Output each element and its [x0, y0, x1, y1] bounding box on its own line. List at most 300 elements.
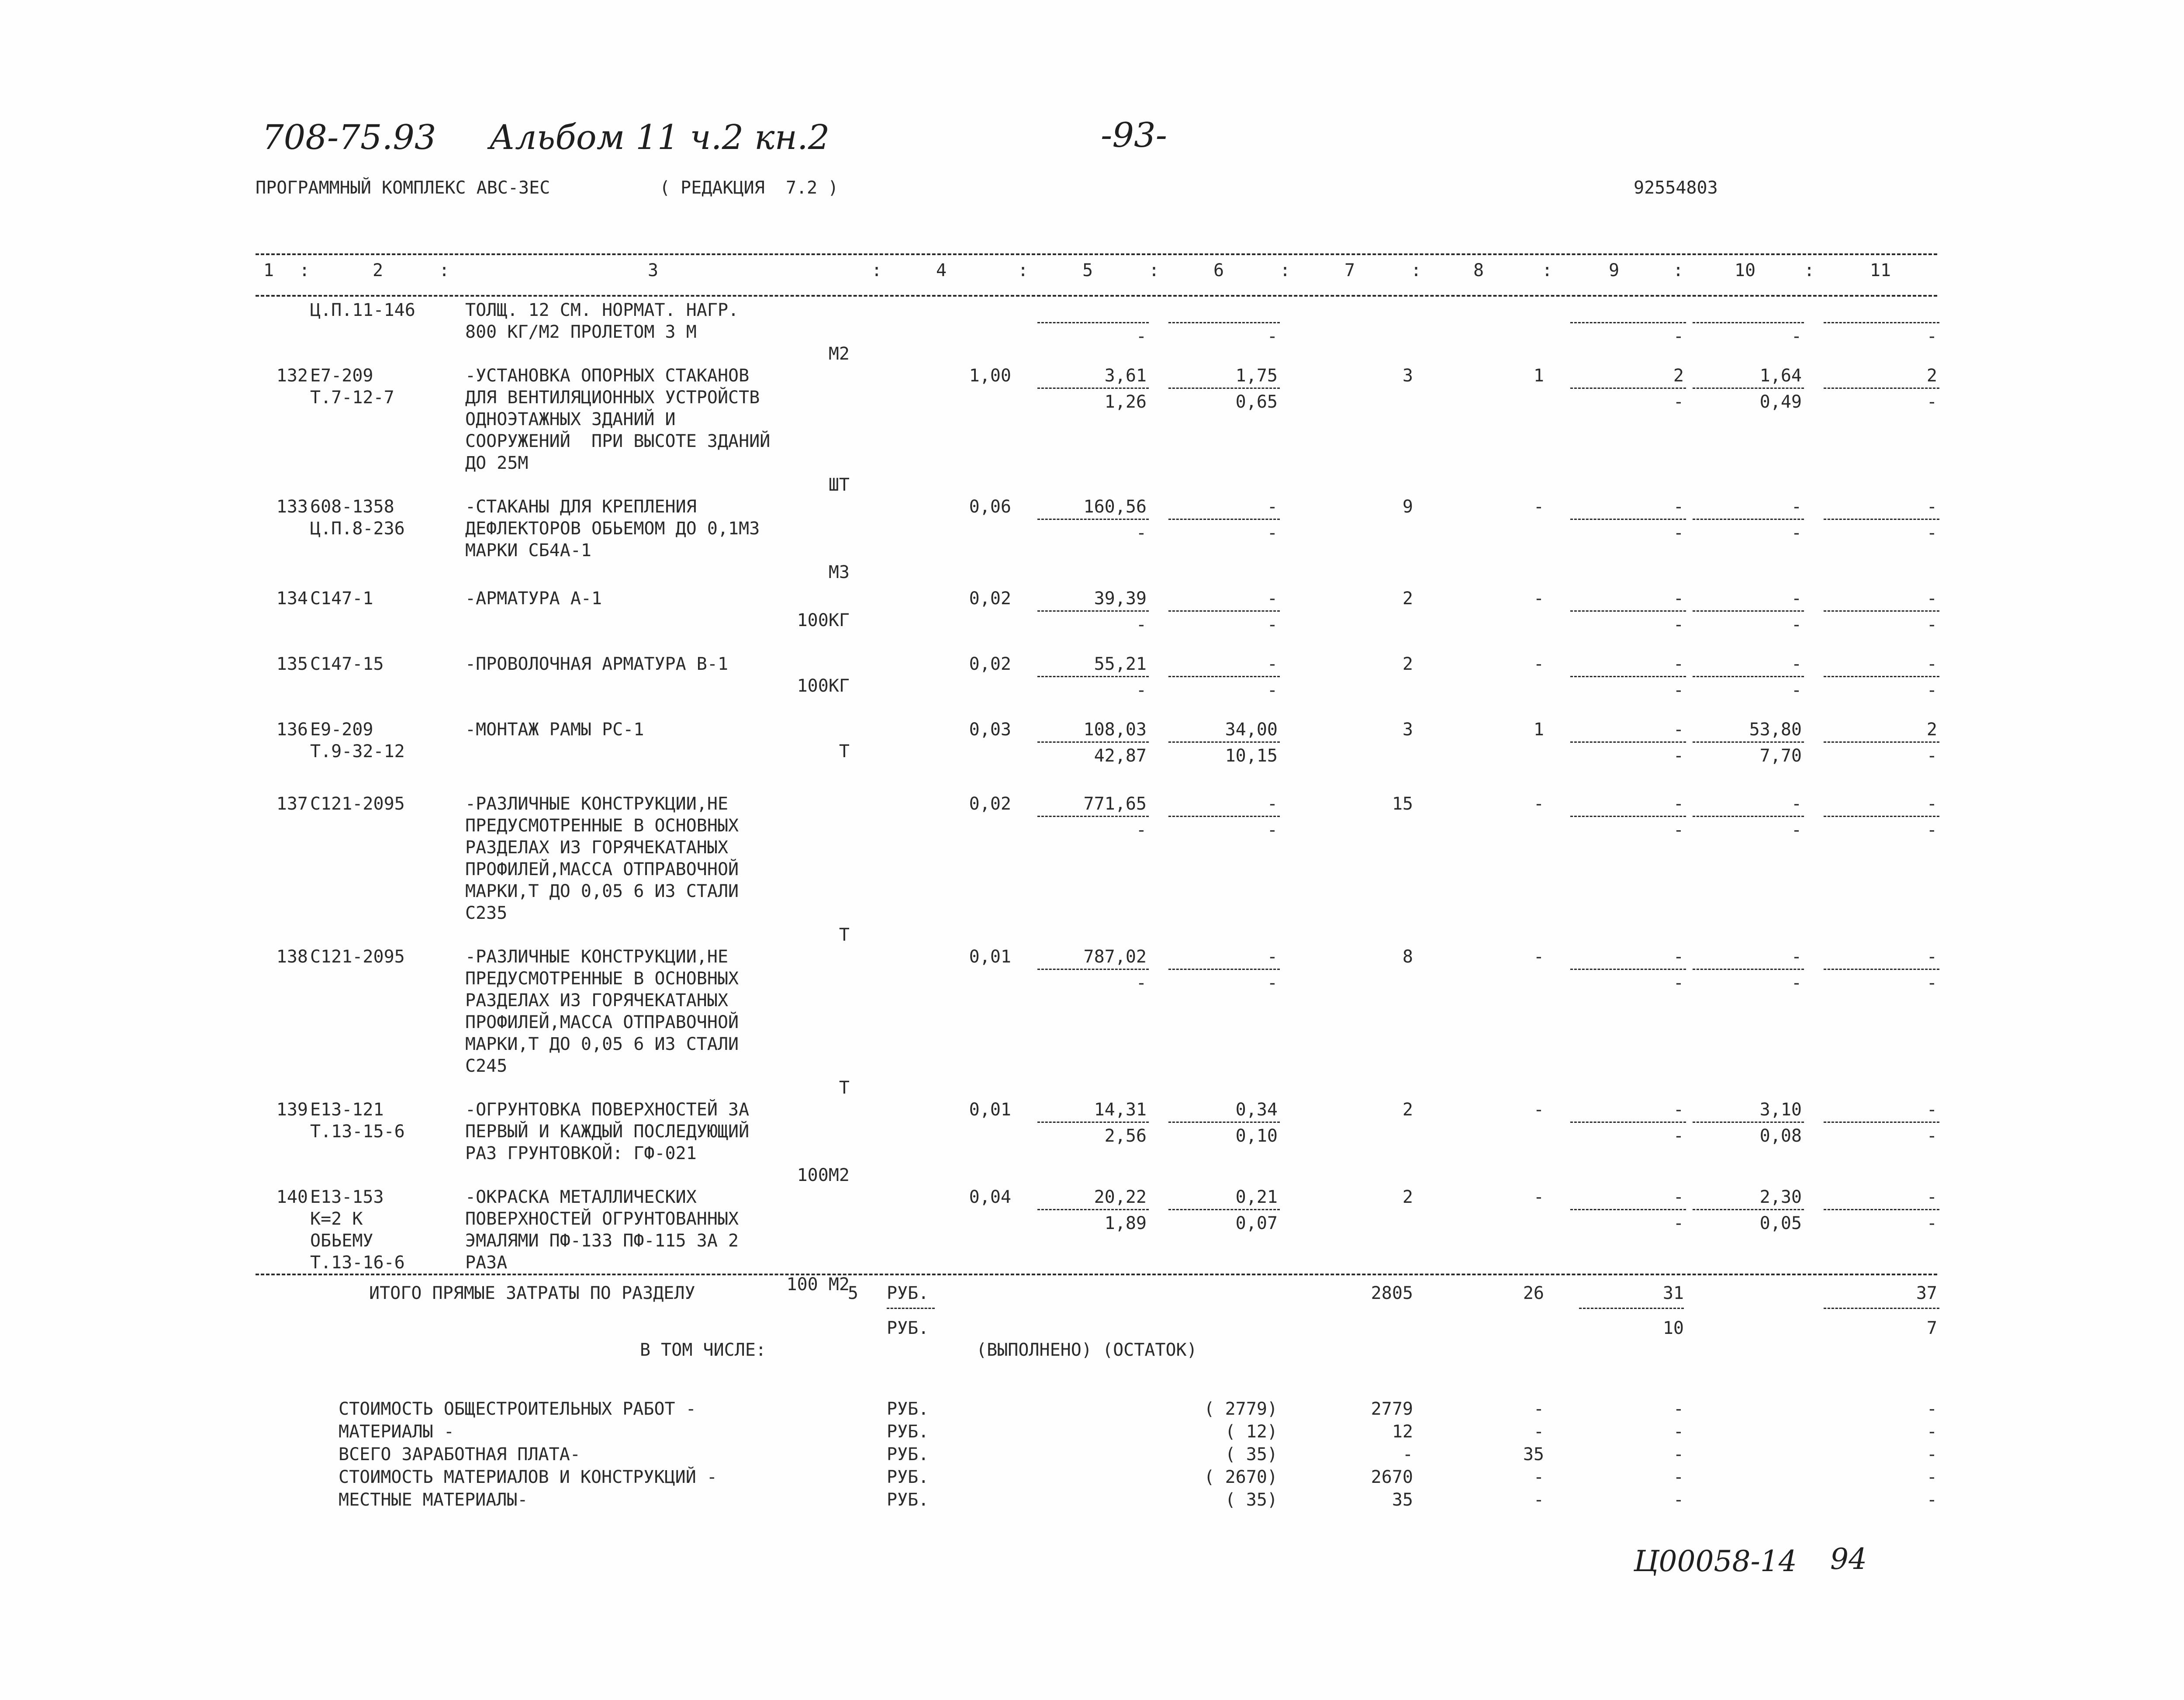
machine-cost-top: - [1673, 720, 1684, 740]
quantity: 0,06 [969, 497, 1011, 517]
column-separator: : [1411, 260, 1422, 280]
breakdown-total: - [1926, 1422, 1937, 1442]
machine-cost-top: - [1673, 589, 1684, 609]
cell-divider-line [1824, 610, 1939, 612]
work-description: РАЗА [465, 1253, 508, 1273]
work-description: ЭМАЛЯМИ ПФ-133 ПФ-115 ЗА 2 [465, 1231, 739, 1251]
work-description: ОДНОЭТАЖНЫХ ЗДАНИЙ И [465, 409, 676, 429]
total-machine-top: - [1926, 497, 1937, 517]
price-code: Т.13-15-6 [310, 1122, 405, 1142]
total-machine-top: - [1926, 947, 1937, 967]
machine-labor-top: 3,10 [1759, 1100, 1802, 1120]
row-number: 133 [276, 497, 308, 517]
price-code: Е13-121 [310, 1100, 384, 1120]
unit-cost-bottom: 2,56 [1104, 1126, 1147, 1146]
machine-labor-bottom: 7,70 [1759, 746, 1802, 766]
price-code: С121-2095 [310, 794, 405, 814]
breakdown-unit: РУБ. [887, 1399, 929, 1419]
album-title: Альбом 11 ч.2 кн.2 [489, 118, 830, 157]
cell-divider-line [1168, 1122, 1280, 1123]
totals-all-top: 37 [1916, 1283, 1937, 1303]
labor-cost-bottom: 0,10 [1235, 1126, 1278, 1146]
cell-divider-line [1693, 1209, 1804, 1210]
row-number: 140 [276, 1187, 308, 1207]
totals-all-bottom: 7 [1926, 1318, 1937, 1338]
breakdown-unit: РУБ. [887, 1490, 929, 1510]
cell-divider-line [1037, 610, 1149, 612]
total-labor: - [1533, 589, 1544, 609]
price-code: 608-1358 [310, 497, 394, 517]
totals-machine-bottom: 10 [1662, 1318, 1684, 1338]
machine-labor-bottom: 0,05 [1759, 1213, 1802, 1233]
archive-stamp: Ц00058-14 [1634, 1544, 1797, 1578]
price-code: Е13-153 [310, 1187, 384, 1207]
total-cost: 9 [1402, 497, 1413, 517]
row-number: 139 [276, 1100, 308, 1120]
labor-cost-top: 0,21 [1235, 1187, 1278, 1207]
column-header-7: 7 [1344, 260, 1355, 280]
machine-cost-bottom: - [1673, 973, 1684, 993]
program-edition: ( РЕДАКЦИЯ 7.2 ) [660, 178, 839, 198]
cell-divider-line [1693, 322, 1804, 323]
work-description: С235 [465, 903, 508, 923]
total-machine-top: - [1926, 589, 1937, 609]
measure-unit: Т [839, 1078, 850, 1098]
cell-divider-line [1579, 1308, 1684, 1309]
work-description: С245 [465, 1056, 508, 1076]
total-machine-top: 2 [1926, 366, 1937, 386]
cell-divider-line [1037, 1122, 1149, 1123]
cell-divider-line [1168, 816, 1280, 817]
cell-divider-line [1168, 676, 1280, 677]
cell-divider-line [1570, 741, 1686, 743]
column-separator: : [1280, 260, 1291, 280]
breakdown-label: СТОИМОСТЬ ОБЩЕСТРОИТЕЛЬНЫХ РАБОТ - [339, 1399, 696, 1419]
total-machine-bottom: - [1926, 820, 1937, 840]
total-cost: 2 [1402, 654, 1413, 674]
cell-divider-line [1168, 322, 1280, 323]
labor-cost-top: 34,00 [1225, 720, 1278, 740]
work-description: МАРКИ,Т ДО 0,05 6 ИЗ СТАЛИ [465, 1034, 739, 1054]
total-labor: - [1533, 1187, 1544, 1207]
measure-unit: 100КГ [797, 676, 850, 696]
machine-labor-bottom: - [1791, 326, 1802, 346]
row-number: 137 [276, 794, 308, 814]
breakdown-label: МЕСТНЫЕ МАТЕРИАЛЫ- [339, 1490, 528, 1510]
unit-cost-top: 3,61 [1104, 366, 1147, 386]
machine-cost-bottom: - [1673, 680, 1684, 700]
machine-labor-top: - [1791, 497, 1802, 517]
cell-divider-line [1570, 322, 1686, 323]
price-code: Ц.П.11-146 [310, 300, 415, 320]
machine-labor-bottom: - [1791, 820, 1802, 840]
total-cost: 15 [1392, 794, 1413, 814]
unit-cost-bottom: 1,26 [1104, 392, 1147, 412]
breakdown-labor: - [1533, 1467, 1544, 1487]
quantity: 0,02 [969, 794, 1011, 814]
machine-cost-top: - [1673, 794, 1684, 814]
total-machine-top: - [1926, 794, 1937, 814]
machine-labor-bottom: - [1791, 523, 1802, 543]
column-header-2: 2 [372, 260, 384, 280]
labor-cost-bottom: - [1267, 680, 1278, 700]
totals-machine-top: 31 [1662, 1283, 1684, 1303]
total-machine-top: - [1926, 1187, 1937, 1207]
measure-unit: ШТ [828, 475, 850, 495]
cell-divider-line [1168, 519, 1280, 520]
machine-labor-bottom: 0,49 [1759, 392, 1802, 412]
machine-cost-bottom: - [1673, 1126, 1684, 1146]
cell-divider-line [1570, 816, 1686, 817]
work-description: РАЗ ГРУНТОВКОЙ: ГФ-021 [465, 1143, 697, 1163]
total-machine-bottom: - [1926, 1213, 1937, 1233]
work-description: ПЕРВЫЙ И КАЖДЫЙ ПОСЛЕДУЮЩИЙ [465, 1122, 750, 1142]
price-code: С147-15 [310, 654, 384, 674]
work-description: -РАЗЛИЧНЫЕ КОНСТРУКЦИИ,НЕ [465, 794, 729, 814]
row-number: 132 [276, 366, 308, 386]
breakdown-machine: - [1673, 1444, 1684, 1465]
machine-labor-top: - [1791, 947, 1802, 967]
breakdown-label: ВСЕГО ЗАРАБОТНАЯ ПЛАТА- [339, 1444, 581, 1465]
labor-cost-bottom: - [1267, 973, 1278, 993]
cell-divider-line [1037, 322, 1149, 323]
total-cost: 2 [1402, 589, 1413, 609]
labor-cost-top: - [1267, 654, 1278, 674]
cell-divider-line [1693, 388, 1804, 389]
unit-cost-top: 160,56 [1083, 497, 1147, 517]
measure-unit: М3 [828, 562, 850, 582]
unit-cost-bottom: - [1136, 523, 1147, 543]
breakdown-done-value: ( 2779) [1204, 1399, 1278, 1419]
breakdown-total: - [1926, 1490, 1937, 1510]
breakdown-machine: - [1673, 1422, 1684, 1442]
machine-labor-bottom: - [1791, 973, 1802, 993]
work-description: РАЗДЕЛАХ ИЗ ГОРЯЧЕКАТАНЫХ [465, 838, 729, 858]
column-separator: : [1018, 260, 1029, 280]
unit-cost-top: 108,03 [1083, 720, 1147, 740]
totals-unit: РУБ. [887, 1283, 929, 1303]
labor-cost-top: 1,75 [1235, 366, 1278, 386]
done-remaining-header: (ВЫПОЛНЕНО) (ОСТАТОК) [976, 1340, 1197, 1360]
machine-labor-top: - [1791, 589, 1802, 609]
total-machine-bottom: - [1926, 746, 1937, 766]
header-top-rule [256, 253, 1937, 255]
total-machine-bottom: - [1926, 680, 1937, 700]
cell-divider-line [1037, 816, 1149, 817]
breakdown-cost: - [1402, 1444, 1413, 1465]
breakdown-done-value: ( 12) [1225, 1422, 1278, 1442]
price-code: Т.13-16-6 [310, 1253, 405, 1273]
work-description: РАЗДЕЛАХ ИЗ ГОРЯЧЕКАТАНЫХ [465, 990, 729, 1011]
breakdown-label: СТОИМОСТЬ МАТЕРИАЛОВ И КОНСТРУКЦИЙ - [339, 1467, 717, 1487]
labor-cost-bottom: 0,65 [1235, 392, 1278, 412]
column-header-3: 3 [647, 260, 659, 280]
price-code: Т.9-32-12 [310, 741, 405, 762]
work-description: -ОКРАСКА МЕТАЛЛИЧЕСКИХ [465, 1187, 697, 1207]
unit-cost-bottom: - [1136, 615, 1147, 635]
machine-cost-top: - [1673, 1100, 1684, 1120]
cell-divider-line [1693, 816, 1804, 817]
breakdown-machine: - [1673, 1490, 1684, 1510]
row-number: 134 [276, 589, 308, 609]
work-description: 800 КГ/М2 ПРОЛЕТОМ 3 М [465, 322, 697, 342]
work-description: МАРКИ,Т ДО 0,05 6 ИЗ СТАЛИ [465, 881, 739, 901]
cell-divider-line [1168, 969, 1280, 970]
column-header-1: 1 [263, 260, 274, 280]
labor-cost-top: - [1267, 794, 1278, 814]
machine-cost-top: 2 [1673, 366, 1684, 386]
column-separator: : [1673, 260, 1684, 280]
total-cost: 3 [1402, 366, 1413, 386]
machine-labor-bottom: 0,08 [1759, 1126, 1802, 1146]
page-number: -93- [1101, 116, 1167, 155]
breakdown-cost: 2670 [1371, 1467, 1413, 1487]
labor-cost-bottom: 0,07 [1235, 1213, 1278, 1233]
column-separator: : [1542, 260, 1553, 280]
total-cost: 2 [1402, 1187, 1413, 1207]
total-machine-top: 2 [1926, 720, 1937, 740]
work-description: -ОГРУНТОВКА ПОВЕРХНОСТЕЙ ЗА [465, 1100, 750, 1120]
cell-divider-line [1824, 816, 1939, 817]
measure-unit: 100КГ [797, 610, 850, 630]
cell-divider-line [1824, 1209, 1939, 1210]
cell-divider-line [1168, 741, 1280, 743]
totals-section-number: 5 [847, 1283, 858, 1303]
totals-rule [256, 1274, 1937, 1275]
labor-cost-top: - [1267, 589, 1278, 609]
column-header-5: 5 [1082, 260, 1093, 280]
price-code: Ц.П.8-236 [310, 519, 405, 539]
unit-cost-bottom: 42,87 [1094, 746, 1147, 766]
cell-divider-line [1824, 1122, 1939, 1123]
header-bottom-rule [256, 295, 1937, 297]
cell-divider-line [1693, 741, 1804, 743]
price-code: Е9-209 [310, 720, 373, 740]
breakdown-cost: 12 [1392, 1422, 1413, 1442]
machine-labor-bottom: - [1791, 615, 1802, 635]
cell-divider-line [1037, 969, 1149, 970]
breakdown-total: - [1926, 1444, 1937, 1465]
cell-divider-line [1824, 519, 1939, 520]
breakdown-unit: РУБ. [887, 1422, 929, 1442]
work-description: -ПРОВОЛОЧНАЯ АРМАТУРА В-1 [465, 654, 729, 674]
album-code: 708-75.93 [262, 118, 436, 157]
price-code: Т.7-12-7 [310, 388, 394, 408]
unit-cost-top: 39,39 [1094, 589, 1147, 609]
labor-cost-bottom: 10,15 [1225, 746, 1278, 766]
unit-cost-bottom: - [1136, 820, 1147, 840]
row-number: 138 [276, 947, 308, 967]
including-label: В ТОМ ЧИСЛЕ: [640, 1340, 766, 1360]
quantity: 0,02 [969, 654, 1011, 674]
unit-cost-bottom: - [1136, 680, 1147, 700]
cell-divider-line [1570, 388, 1686, 389]
work-description: МАРКИ СБ4А-1 [465, 540, 591, 561]
measure-unit: 100 М2 [786, 1274, 850, 1295]
work-description: СООРУЖЕНИЙ ПРИ ВЫСОТЕ ЗДАНИЙ [465, 431, 771, 451]
breakdown-cost: 35 [1392, 1490, 1413, 1510]
column-header-9: 9 [1608, 260, 1620, 280]
unit-cost-top: 20,22 [1094, 1187, 1147, 1207]
row-number: 136 [276, 720, 308, 740]
quantity: 0,03 [969, 720, 1011, 740]
column-separator: : [1149, 260, 1160, 280]
cell-divider-line [1037, 388, 1149, 389]
machine-labor-top: - [1791, 654, 1802, 674]
cell-divider-line [1824, 1308, 1939, 1309]
breakdown-cost: 2779 [1371, 1399, 1413, 1419]
cell-divider-line [1824, 969, 1939, 970]
column-header-10: 10 [1734, 260, 1756, 280]
machine-cost-bottom: - [1673, 746, 1684, 766]
machine-cost-top: - [1673, 497, 1684, 517]
unit-cost-top: 771,65 [1083, 794, 1147, 814]
labor-cost-bottom: - [1267, 615, 1278, 635]
cell-divider-line [1570, 1209, 1686, 1210]
quantity: 0,02 [969, 589, 1011, 609]
work-description: ПРЕДУСМОТРЕННЫЕ В ОСНОВНЫХ [465, 816, 739, 836]
total-labor: - [1533, 654, 1544, 674]
total-machine-bottom: - [1926, 392, 1937, 412]
machine-cost-bottom: - [1673, 326, 1684, 346]
labor-cost-bottom: - [1267, 326, 1278, 346]
cell-divider-line [1168, 1209, 1280, 1210]
breakdown-done-value: ( 2670) [1204, 1467, 1278, 1487]
work-description: ТОЛЩ. 12 СМ. НОРМАТ. НАГР. [465, 300, 739, 320]
quantity: 0,01 [969, 947, 1011, 967]
breakdown-unit: РУБ. [887, 1444, 929, 1465]
totals-labor: 26 [1523, 1283, 1544, 1303]
machine-cost-bottom: - [1673, 615, 1684, 635]
labor-cost-bottom: - [1267, 820, 1278, 840]
program-title: ПРОГРАММНЫЙ КОМПЛЕКС АВС-3ЕС [256, 178, 550, 198]
work-description: -МОНТАЖ РАМЫ РС-1 [465, 720, 644, 740]
machine-labor-top: 1,64 [1759, 366, 1802, 386]
cell-divider-line [1824, 322, 1939, 323]
measure-unit: М2 [828, 344, 850, 364]
total-labor: 1 [1533, 720, 1544, 740]
total-labor: - [1533, 497, 1544, 517]
measure-unit: Т [839, 741, 850, 762]
total-machine-bottom: - [1926, 326, 1937, 346]
total-machine-top: - [1926, 654, 1937, 674]
total-labor: - [1533, 794, 1544, 814]
cell-divider-line [1824, 676, 1939, 677]
work-description: ДО 25М [465, 453, 529, 473]
price-code: С121-2095 [310, 947, 405, 967]
column-separator: : [299, 260, 310, 280]
machine-labor-top: 2,30 [1759, 1187, 1802, 1207]
machine-cost-top: - [1673, 947, 1684, 967]
unit-cost-top: 55,21 [1094, 654, 1147, 674]
labor-cost-top: 0,34 [1235, 1100, 1278, 1120]
column-header-6: 6 [1213, 260, 1224, 280]
total-machine-bottom: - [1926, 1126, 1937, 1146]
work-description: ПРОФИЛЕЙ,МАССА ОТПРАВОЧНОЙ [465, 859, 739, 879]
breakdown-total: - [1926, 1467, 1937, 1487]
column-separator: : [871, 260, 882, 280]
breakdown-labor: - [1533, 1399, 1544, 1419]
breakdown-done-value: ( 35) [1225, 1490, 1278, 1510]
column-header-4: 4 [936, 260, 947, 280]
breakdown-machine: - [1673, 1467, 1684, 1487]
quantity: 0,01 [969, 1100, 1011, 1120]
breakdown-labor: 35 [1523, 1444, 1544, 1465]
totals-unit-2: РУБ. [887, 1318, 929, 1338]
total-machine-top: - [1926, 1100, 1937, 1120]
machine-labor-bottom: - [1791, 680, 1802, 700]
unit-cost-bottom: 1,89 [1104, 1213, 1147, 1233]
total-labor: - [1533, 1100, 1544, 1120]
totals-label: ИТОГО ПРЯМЫЕ ЗАТРАТЫ ПО РАЗДЕЛУ [369, 1283, 695, 1303]
work-description: -АРМАТУРА А-1 [465, 589, 602, 609]
total-cost: 3 [1402, 720, 1413, 740]
cell-divider-line [1168, 610, 1280, 612]
labor-cost-top: - [1267, 497, 1278, 517]
machine-cost-bottom: - [1673, 523, 1684, 543]
price-code: Е7-209 [310, 366, 373, 386]
machine-labor-top: 53,80 [1749, 720, 1802, 740]
price-code: К=2 К [310, 1209, 363, 1229]
quantity: 0,04 [969, 1187, 1011, 1207]
cell-divider-line [1168, 388, 1280, 389]
price-code: ОБЬЕМУ [310, 1231, 373, 1251]
machine-cost-top: - [1673, 654, 1684, 674]
column-header-11: 11 [1870, 260, 1891, 280]
machine-cost-bottom: - [1673, 820, 1684, 840]
breakdown-unit: РУБ. [887, 1467, 929, 1487]
work-description: ПОВЕРХНОСТЕЙ ОГРУНТОВАННЫХ [465, 1209, 739, 1229]
cell-divider-line [1693, 676, 1804, 677]
document-id: 92554803 [1634, 178, 1718, 198]
work-description: -РАЗЛИЧНЫЕ КОНСТРУКЦИИ,НЕ [465, 947, 729, 967]
work-description: ДЛЯ ВЕНТИЛЯЦИОННЫХ УСТРОЙСТВ [465, 388, 760, 408]
cell-divider-line [1824, 388, 1939, 389]
total-cost: 8 [1402, 947, 1413, 967]
cell-divider-line [1037, 676, 1149, 677]
work-description: ДЕФЛЕКТОРОВ ОБЬЕМОМ ДО 0,1М3 [465, 519, 760, 539]
work-description: ПРОФИЛЕЙ,МАССА ОТПРАВОЧНОЙ [465, 1012, 739, 1032]
price-code: С147-1 [310, 589, 373, 609]
unit-cost-top: 787,02 [1083, 947, 1147, 967]
cell-divider-line [1570, 676, 1686, 677]
total-cost: 2 [1402, 1100, 1413, 1120]
cell-divider-line [1037, 519, 1149, 520]
cell-divider-line [1570, 969, 1686, 970]
column-header-8: 8 [1473, 260, 1484, 280]
breakdown-labor: - [1533, 1422, 1544, 1442]
work-description: ПРЕДУСМОТРЕННЫЕ В ОСНОВНЫХ [465, 969, 739, 989]
cell-divider-line [1570, 610, 1686, 612]
column-separator: : [1804, 260, 1815, 280]
machine-cost-bottom: - [1673, 1213, 1684, 1233]
cell-divider-line [1570, 1122, 1686, 1123]
table-header [256, 249, 1937, 301]
unit-cost-bottom: - [1136, 973, 1147, 993]
breakdown-labor: - [1533, 1490, 1544, 1510]
breakdown-label: МАТЕРИАЛЫ - [339, 1422, 454, 1442]
column-separator: : [439, 260, 450, 280]
measure-unit: 100М2 [797, 1165, 850, 1185]
machine-labor-top: - [1791, 794, 1802, 814]
cell-divider-line [1824, 741, 1939, 743]
work-description: -СТАКАНЫ ДЛЯ КРЕПЛЕНИЯ [465, 497, 697, 517]
total-machine-bottom: - [1926, 973, 1937, 993]
cell-divider-line [1693, 519, 1804, 520]
cell-divider-line [1570, 519, 1686, 520]
row-number: 135 [276, 654, 308, 674]
quantity: 1,00 [969, 366, 1011, 386]
